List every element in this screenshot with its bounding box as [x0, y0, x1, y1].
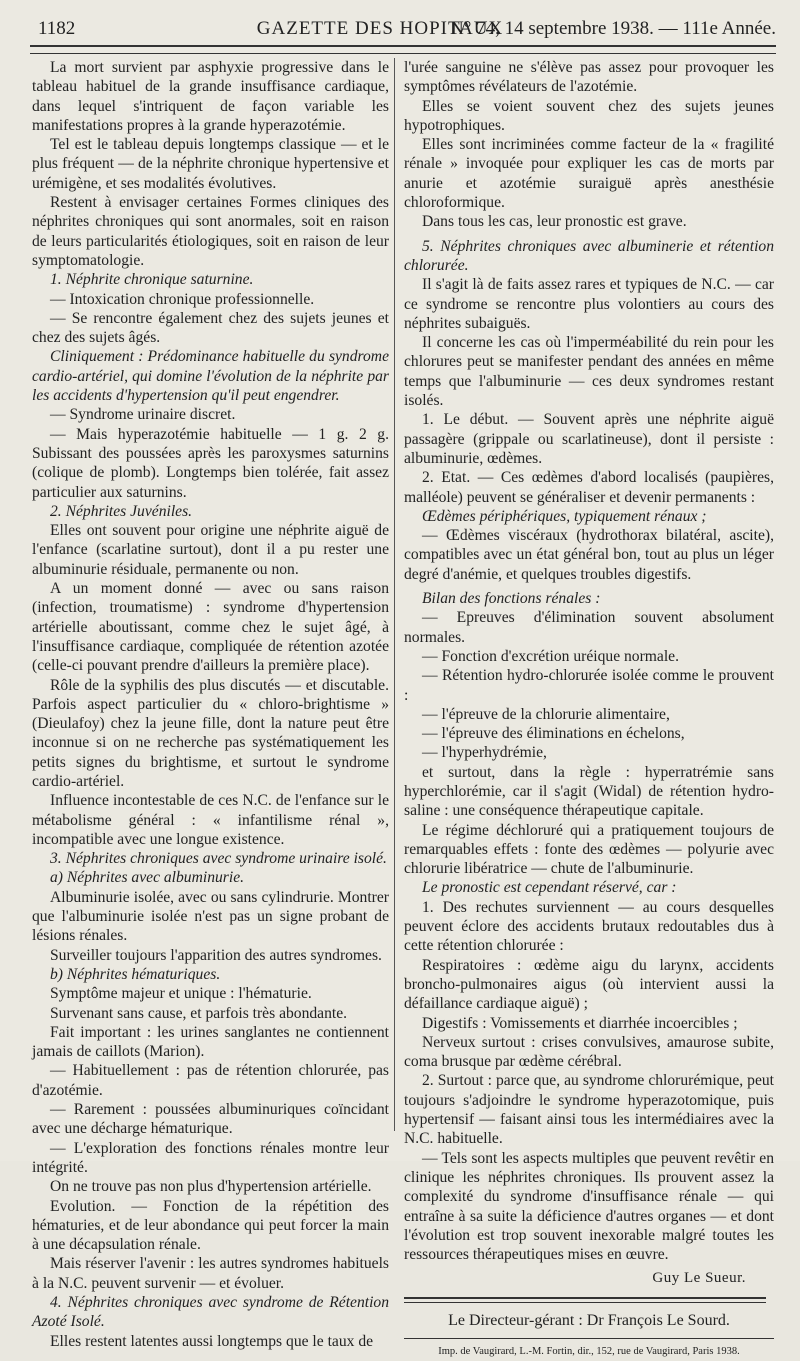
paragraph: — Se rencontre également chez des sujets jeunes et chez des sujets âgés.: [32, 309, 389, 347]
subheading: a) Néphrites avec albuminurie.: [50, 869, 245, 887]
paragraph: Respiratoires : œdème aigu du larynx, accidents broncho-pulmonaires aigus (où intervient aussi la défaillance cardiaque aiguë) ;: [404, 956, 774, 1013]
section-heading: 2. Néphrites Juvéniles.: [50, 502, 193, 520]
paragraph: — Œdèmes viscéraux (hydrothorax bilatéral, ascite), compatibles avec un état général bon, tout au plus un léger degré d'anémie, et quelques troubles digestifs.: [404, 527, 774, 583]
paragraph: — Habituellement : pas de rétention chlorurée, pas d'azotémie.: [32, 1062, 389, 1099]
left-column: [32, 58, 389, 1351]
right-column: [404, 58, 774, 1361]
paragraph: Evolution. — Fonction de la répétition des hématuries, et de leur abondance qui peut forcer la main à une décapsulation rénale.: [32, 1197, 389, 1254]
header-rule: [30, 45, 776, 54]
section-heading: 1. Néphrite chronique saturnine.: [50, 271, 254, 289]
paragraph: 1. Des rechutes surviennent — au cours desquelles peuvent éclore des accidents brutaux redoutables dus à cette rétention chlorurée :: [404, 898, 774, 955]
paragraph: Rôle de la syphilis des plus discutés — et discutable. Parfois aspect particulier du « chloro-brightisme » (Dieulafoy) chez la jeune fille, dont la nature peut être inconnue si on ne recherche pas systématiquement les petits signes du brightisme, et surtout le syndrome cardio-artériel.: [32, 676, 389, 790]
paragraph: — Syndrome urinaire discret.: [50, 406, 236, 424]
paragraph: — l'hyperhydrémie,: [422, 744, 547, 762]
paragraph: Survenant sans cause, et parfois très abondante.: [50, 1004, 348, 1022]
section-heading: 5. Néphrites chroniques avec albuminerie et rétention chlorurée.: [404, 237, 774, 274]
page-header: [30, 16, 776, 42]
paragraph: — Rétention hydro-chlorurée isolée comme le prouvent :: [404, 667, 774, 704]
paragraph: Cliniquement : Prédominance habituelle du syndrome cardio-artériel, qui domine l'évolution de la néphrite par les accidents d'hypertension qu'il peut engendrer.: [32, 348, 389, 405]
paragraph: — Fonction d'excrétion uréique normale.: [422, 647, 679, 665]
paragraph: Le régime déchloruré qui a pratiquement toujours de remarquables effets : fonte des œdèmes — polyurie avec chlorurie libératrice — chute de l'albuminurie.: [404, 821, 774, 878]
paragraph: Nerveux surtout : crises convulsives, amaurose subite, coma brusque par œdème cérébral.: [404, 1033, 774, 1071]
paragraph: — l'épreuve des éliminations en échelons,: [422, 725, 685, 743]
imprint-line: Imp. de Vaugirard, L.-M. Fortin, dir., 152, rue de Vaugirard, Paris 1938.: [404, 1338, 774, 1361]
paragraph: Albuminurie isolée, avec ou sans cylindrurie. Montrer que l'albuminurie isolée n'est pas un signe probant de lésions rénales.: [32, 888, 389, 945]
paragraph: — Tels sont les aspects multiples que peuvent revêtir en clinique les néphrites chroniques. Ils prouvent assez la complexité du syndrome d'insuffisance rénale — qui entraîne à sa suite la déficience d'autres organes — et dont l'évolution est trop souvent inexorable malgré toutes les ressources thérapeutiques mises en œuvre.: [404, 1149, 774, 1264]
journal-title: GAZETTE DES HOPITAUX: [256, 18, 504, 39]
paragraph: Elles ont souvent pour origine une néphrite aiguë de l'enfance (scarlatine surtout), dont il a pu rester une albuminurie résiduale, permanente ou non.: [32, 522, 389, 578]
paragraph: A un moment donné — avec ou sans raison (infection, troumatisme) : syndrome d'hypertension artérielle aboutissant, comme chez le sujet âgé, à l'insuffisance cardiaque, compliquée de rétention azotée (celle-ci pouvant prendre d'ailleurs la première place).: [32, 580, 389, 675]
paragraph: Tel est le tableau depuis longtemps classique — et le plus fréquent — de la néphrite chronique hypertensive et urémigène, et ses modalités évolutives.: [32, 136, 389, 192]
paragraph: Elles restent latentes aussi longtemps que le taux de: [50, 1332, 374, 1350]
paragraph: Œdèmes périphériques, typiquement rénaux ;: [422, 507, 707, 525]
paragraph: Symptôme majeur et unique : l'hématurie.: [50, 985, 312, 1003]
paragraph: Il concerne les cas où l'imperméabilité du rein pour les chlorures peut se manifester pendant des années en même temps que l'albuminurie — ces deux syndromes restant isolés.: [404, 334, 774, 410]
director-line: Le Directeur-gérant : Dr François Le Sourd.: [448, 1311, 730, 1329]
paragraph: Influence incontestable de ces N.C. de l'enfance sur le métabolisme général : « infantilisme rénal », incompatible avec une longue existence.: [32, 792, 389, 848]
paragraph: et surtout, dans la règle : hyperratrémie sans hyperchlorémie, car il s'agit (Widal) de rétention hydro-saline : une conséquence thérapeutique capitale.: [404, 763, 774, 820]
paragraph: — Mais hyperazotémie habituelle — 1 g. 2 g. Subissant des poussées après les paroxysmes saturnins (colique de plomb). Longtemps bien tolérée, fait assez particulier aux saturnins.: [32, 425, 389, 501]
subheading: Bilan des fonctions rénales :: [422, 590, 601, 608]
paragraph: Mais réserver l'avenir : les autres syndromes habituels à la N.C. peuvent survenir — et évoluer.: [32, 1255, 389, 1292]
paragraph: Dans tous les cas, leur pronostic est grave.: [422, 213, 687, 231]
paragraph: — Rarement : poussées albuminuriques coïncidant avec une décharge hématurique.: [32, 1101, 389, 1138]
paragraph: 1. Le début. — Souvent après une néphrite aiguë passagère (grippale ou scarlatineuse), dont il persiste : albuminurie, œdèmes.: [404, 411, 774, 467]
paragraph: Elles se voient souvent chez des sujets jeunes hypotrophiques.: [404, 97, 774, 134]
paragraph: Elles sont incriminées comme facteur de la « fragilité rénale » invoquée pour expliquer les cas de morts par anurie et azotémie suraiguë après anesthésie chloroformique.: [404, 136, 774, 212]
paragraph: Surveiller toujours l'apparition des autres syndromes.: [50, 946, 382, 964]
page-number: 1182: [38, 18, 76, 39]
paragraph: Restent à envisager certaines Formes cliniques des néphrites chroniques qui sont anormales, soit en raison de leurs particularités étiologiques, soit en raison de leur symptomatologie.: [32, 194, 389, 269]
paragraph: Digestifs : Vomissements et diarrhée incoercibles ;: [422, 1014, 738, 1032]
paragraph: — l'épreuve de la chlorurie alimentaire,: [422, 705, 670, 723]
paragraph: 2. Etat. — Ces œdèmes d'abord localisés (paupières, malléole) peuvent se généraliser et devenir permanents :: [404, 469, 774, 506]
paragraph: Le pronostic est cependant réservé, car :: [422, 879, 677, 897]
paragraph: On ne trouve pas non plus d'hypertension artérielle.: [50, 1178, 372, 1196]
paragraph: l'urée sanguine ne s'élève pas assez pour provoquer les symptômes révélateurs de l'azotémie.: [404, 59, 774, 96]
paragraph: La mort survient par asphyxie progressive dans le tableau habituel de la grande insuffisance cardiaque, dans lequel s'intriquent de façon variable les manifestations propres à la grande hyperazotémie.: [32, 59, 389, 134]
footer-rule: [404, 1297, 766, 1303]
subheading: b) Néphrites hématuriques.: [50, 965, 221, 983]
paragraph: Il s'agit là de faits assez rares et typiques de N.C. — car ce syndrome se rencontre plus volontiers au cours des néphrites subaiguës.: [404, 276, 774, 332]
paragraph: — Intoxication chronique professionnelle.: [50, 290, 315, 308]
paragraph: — L'exploration des fonctions rénales montre leur intégrité.: [32, 1139, 389, 1176]
paragraph: — Epreuves d'élimination souvent absolument normales.: [404, 609, 774, 646]
paragraph: Fait important : les urines sanglantes ne contiennent jamais de caillots (Marion).: [32, 1023, 389, 1061]
paragraph: 2. Surtout : parce que, au syndrome chlorurémique, peut toujours s'adjoindre le syndrome hyperazotomique, puis hypertensif — faisant ainsi tous les intermédiaires avec la N.C. habituelle.: [404, 1072, 774, 1148]
issue-line: N° 74, 14 septembre 1938. — 111e Année.: [450, 18, 776, 39]
section-heading: 4. Néphrites chroniques avec syndrome de Rétention Azoté Isolé.: [32, 1294, 389, 1331]
section-heading: 3. Néphrites chroniques avec syndrome urinaire isolé.: [50, 850, 387, 868]
author-signature: Guy Le Sueur.: [652, 1270, 746, 1287]
column-divider: [394, 58, 395, 1131]
